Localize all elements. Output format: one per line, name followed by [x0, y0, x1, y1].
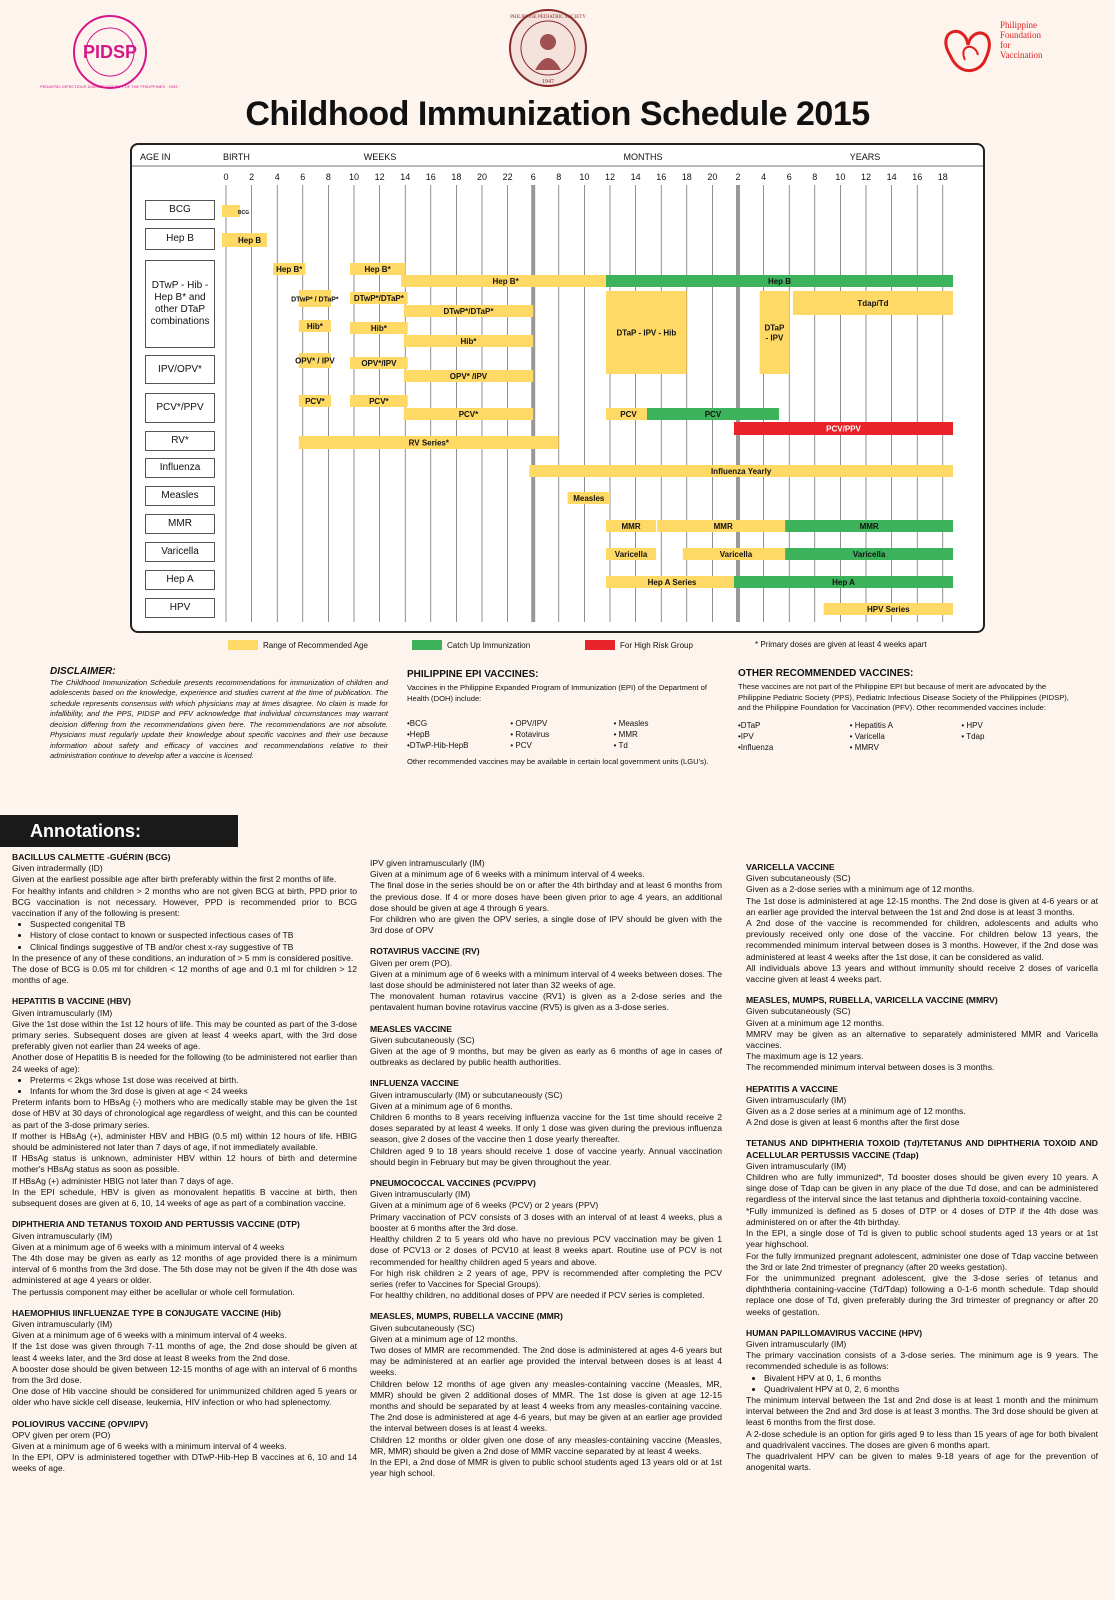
tick-label: 10 [348, 172, 360, 182]
legend-swatch-red [585, 640, 615, 650]
epi-col2: • OPV/IPV • Rotavirus • PCV [510, 719, 550, 750]
schedule-bar [760, 291, 790, 374]
hpv-heading: HUMAN PAPILLOMAVIRUS VACCINE (HPV) [746, 1327, 923, 1338]
tick-label: 14 [400, 172, 411, 182]
tick-label: 2 [735, 172, 741, 182]
bar-label: Hep B* [492, 277, 519, 286]
epi-intro: Vaccines in the Philippine Expanded Program of Immunization (EPI) of the Department of Health (DOH) include: [407, 683, 707, 703]
tick-label: 12 [604, 172, 616, 182]
epi-vaccines [407, 669, 717, 768]
epi-col3: • Measles • MMR • Td [613, 719, 649, 750]
bar-label: BCG [238, 210, 250, 216]
legend-swatch-yellow [228, 640, 258, 650]
pfv-line4: Vaccination [1000, 50, 1043, 60]
tick-label: 10 [835, 172, 846, 182]
tick-label: 6 [300, 172, 306, 182]
annotations-col1: BACILLUS CALMETTE -GUÉRIN (BCG) Given intradermally (ID) Given at the earliest possible age after birth preferably within the first 2 months of life. For healthy infants and children > 2 months who are not given BCG at birth, PPD prior to BCG vaccination is not necessary. However, PPD is recommended prior to BCG vaccination if any of the following is present: • Suspected congenital TB • History of close contact to known or suspected infectious cases of TB • Clinical findings suggestive of TB and/or chest x-ray suggestive of TB In the presence of any of these conditions, an induration of > 5 mm is considered positive. The dose of BCG is 0.05 ml for children < 12 months of age and 0.1 ml for children > 12 months of age. HEPATITIS B VACCINE (HBV) Given intramuscularly (IM) Give the 1st dose within the 1st 12 hours of life. This may be counted as part of the 3-dose primary series. Subsequent doses are given at least 4 weeks apart, with the 3rd dose preferably given not earlier than 24 weeks of age. Another dose of Hepatitis B is needed for the following (to be administered not earlier than 24 weeks of age): • Preterms < 2kgs whose 1st dose was received at birth. • Infants for whom the 3rd dose is given at age < 24 weeks Preterm infants born to HBsAg (-) mothers who are medically stable may be given the 1st dose of HBV at 30 days of chronological age regardless of weight, and this can be counted as part of the 3-dose primary series. If mother is HBsAg (+), administer HBV and HBIG (0.5 ml) within 12 hours of life. HBIG should be administered not later than 7 days of age, if not immediately available. If HBsAg status is unknown, administer HBV within 12 hours of birth and determine mother's HBsAg status as soon as possible. If HBsAg (+) administer HBIG not later than 7 days of age. In the EPI schedule, HBV is given as monovalent hepatitis B vaccine at birth, then subsequent doses are given at 6, 10, 14 weeks of age as part of a combination vaccine. DIPHTHERIA AND TETANUS TOXOID AND PERTUSSIS VACCINE (DTP) Given intramuscularly (IM) Given at a minimum age of 6 weeks with a minimum interval of 4 weeks The 4th dose may be given as early as 12 months of age provided there is a minimum interval of 6 months from the 3rd dose. The 5th dose may not be given if the 4th dose was administered at age 4 years or older. The pertussis component may either be acellular or whole cell formulation. HAEMOPHIUS IINFLUENZAE TYPE B CONJUGATE VACCINE (Hib) Given intramuscularly (IM) Given at a minimum age of 6 weeks with a minimum interval of 4 weeks. If the 1st dose was given through 7-11 months of age, the 2nd dose should be given at least 4 weeks later, and the 3rd dose at least 8 weeks from the 2nd dose. A booster dose should be given between 12-15 months of age with an interval of 6 months from the 3rd dose. One dose of Hib vaccine should be considered for unimmunized children aged 5 years or older who have sickle cell disease, leukemia, HIV infection or who had splenectomy. POLIOVIRUS VACCINE (OPV/IPV) OPV given per orem (PO) Given at a minimum age of 6 weeks with a minimum interval of 4 weeks. In the EPI, OPV is administered together with DTwP-Hib-Hep B vaccines at 6, 10 and 14 weeks of age. [12, 852, 357, 1475]
bar-label: OPV* /IPV [449, 372, 488, 381]
tick-label: 14 [886, 172, 897, 182]
bar-label: Measles [573, 494, 605, 503]
epi-heading: PHILIPPINE EPI VACCINES: [407, 669, 539, 680]
bar-label: OPV* / IPV [295, 356, 335, 366]
bar-label: DTaP [764, 323, 785, 333]
bar-label: Hep B [767, 277, 792, 286]
bar-label: Tdap/Td [857, 299, 889, 308]
bar-label: PCV* [305, 397, 325, 406]
measles-heading: MEASLES VACCINE [370, 1023, 452, 1034]
bar-label: Hep B* [276, 265, 303, 274]
legend-note-text: * Primary doses are given at least 4 weeks apart [755, 640, 927, 649]
bar-label: OPV*/IPV [361, 359, 397, 368]
polio-heading: POLIOVIRUS VACCINE (OPV/IPV) [12, 1418, 148, 1429]
header-age-in: AGE IN [140, 152, 171, 162]
header-years: YEARS [849, 152, 881, 162]
bar-label: Hep A [832, 578, 855, 587]
bcg-heading: BACILLUS CALMETTE -GUÉRIN (BCG) [12, 852, 171, 862]
tick-label: 12 [374, 172, 385, 182]
legend-swatch-green [412, 640, 442, 650]
vaccine-label-dtwp: DTwP - Hib - Hep B* and other DTaP combinations [145, 260, 215, 348]
other-col2: • Hepatitis A • Varicella • MMRV [849, 720, 893, 752]
bar-label: PCV [704, 410, 722, 419]
tick-label: 8 [556, 172, 562, 182]
bar-label: PCV* [458, 410, 479, 419]
tick-label: 16 [656, 172, 667, 182]
bar-label: DTwP*/DTaP* [353, 294, 404, 303]
bar-label: PCV* [369, 397, 389, 406]
disclaimer-text: The Childhood Immunization Schedule presents recommendations for immunization of children and adolescents based on the knowledge, experience and studies current at the time of publication. The schedule represents consensus with which physicians may at times disagree. No claim is made for infallibility, and the PPS, PIDSP and PFV acknowledge that individual circumstances may warrant decision differing from the recommendations given here. The recommendations are not absolute. Physicians must regularly update their knowledge about specific vaccines and their use because information about safety and efficacy of vaccines and recommendations relative to their administration continue to develop after a vaccine is licensed. [50, 677, 388, 760]
bar-label: HPV Series [866, 605, 910, 614]
bar-label: Varicella [614, 550, 648, 559]
bar-label: Varicella [852, 550, 886, 559]
pidsp-text: PIDSP [82, 42, 138, 62]
pfv-line3: for [1000, 40, 1011, 50]
vaccine-label-varicella: Varicella [145, 542, 215, 562]
influenza-heading: INFLUENZA VACCINE [370, 1078, 459, 1089]
legend-note [755, 640, 927, 649]
pidsp-ring-text: PEDIATRIC INFECTIOUS DISEASE SOCIETY OF THE PHILIPPINES · 1993 · [40, 84, 180, 89]
bar-label: MMR [859, 522, 879, 531]
other-col1: •DTaP •IPV •Influenza [738, 720, 774, 752]
tick-label: 8 [812, 172, 818, 182]
tick-label: 14 [630, 172, 641, 182]
disclaimer-heading: DISCLAIMER: [50, 666, 116, 677]
bar-label: Influenza Yearly [710, 467, 772, 476]
bar-label: Hib* [370, 324, 387, 333]
tick-label: 18 [451, 172, 462, 182]
tick-label: 12 [860, 172, 872, 182]
epi-footer: Other recommended vaccines may be available in certain local government units (LGU's). [407, 757, 709, 766]
header-months: MONTHS [623, 152, 663, 162]
mmrv-heading: MEASLES, MUMPS, RUBELLA, VARICELLA VACCINE (MMRV) [746, 995, 998, 1006]
hib-heading: HAEMOPHIUS IINFLUENZAE TYPE B CONJUGATE VACCINE (Hib) [12, 1307, 281, 1318]
bar-label: Varicella [719, 550, 753, 559]
pps-ring-text: PHILIPPINE PEDIATRIC SOCIETY [510, 15, 586, 20]
mmr-heading: MEASLES, MUMPS, RUBELLA VACCINE (MMR) [370, 1311, 563, 1322]
annotations-col2: IPV given intramuscularly (IM) Given at a minimum age of 6 weeks with a minimum interval of 4 weeks. The final dose in the series should be on or after the 4th birthday and at least 6 months from the previous dose. If 4 or more doses have been given prior to age 4 years, an additional dose should be given at age 4 through 6 years. For children who are given the OPV series, a single dose of IPV should be given with the 3rd dose of OPV ROTAVIRUS VACCINE (RV) Given per orem (PO). Given at a minimum age of 6 weeks with a minimum interval of 4 weeks between doses. The last dose should be administered not later than 32 weeks of age. The monovalent human rotavirus vaccine (RV1) is given as a 2-dose series and the pentavalent human bovine rotavirus vaccine (RV5) is given as a 3-dose series. MEASLES VACCINE Given subcutaneously (SC) Given at the age of 9 months, but may be given as early as 6 months of age in cases of outbreaks as declared by public health authorities. INFLUENZA VACCINE Given intramuscularly (IM) or subcutaneously (SC) Given at a minimum age of 6 months. Children 6 months to 8 years receiving influenza vaccine for the 1st time should receive 2 doses separated by at least 4 weeks. If only 1 dose was given during the previous influenza season, give 2 doses of the vaccine then 1 dose yearly thereafter. Children aged 9 to 18 years should receive 1 dose of vaccine yearly. Annual vaccination should begin in February but may be given throughout the year. PNEUMOCOCCAL VACCINES (PCV/PPV) Given intramuscularly (IM) Given at a minimum age of 6 weeks (PCV) or 2 years (PPV) Primary vaccination of PCV consists of 3 doses with an interval of at least 4 weeks, plus a booster at 6 months after the 3rd dose. Healthy children 2 to 5 years old who have no previous PCV vaccination may be given 1 dose of PCV13 or 2 doses of PCV10 at least 8 weeks apart. Routine use of PCV is not recommended for healthy children aged 5 years and above. For high risk children ≥ 2 years of age, PPV is recommended after completing the PCV series (refer to Vaccines for Special Groups). For healthy children, no additional doses of PPV are needed if PCV series is completed. MEASLES, MUMPS, RUBELLA VACCINE (MMR) Given subcutaneously (SC) Given at a minimum age of 12 months. Two doses of MMR are recommended. The 2nd dose is administered at ages 4-6 years but may be administered at an earlier age provided the interval between doses is at least 4 weeks. Children below 12 months of age given any measles-containing vaccine (Measles, MR, MMR) should be given 2 additional doses of MMR. The 1st dose is given at age 12-15 months and should be separated by at least 4 weeks from any measles-containing vaccine. The 2nd dose is administered at age 4-6 years, but may be given at an earlier age provided the interval between doses is at least 4 weeks. Children 12 months or older given one dose of any measles-containing vaccine (Measles, MR, MMR) should be given a 2nd dose of MMR vaccine separated by at least 4 weeks. In the EPI, a 2nd dose of MMR is given to public school students aged 13 years old or at 1st year high school. [370, 858, 722, 1479]
bar-label: Hib* [460, 337, 477, 346]
tick-label: 20 [476, 172, 488, 182]
vaccine-label-hepb: Hep B [145, 228, 215, 250]
tick-label: 8 [325, 172, 331, 182]
disclaimer [50, 667, 388, 762]
bar-label: MMR [621, 522, 641, 531]
other-col3: • HPV • Tdap [961, 720, 985, 741]
tick-label: 4 [761, 172, 767, 182]
rv-heading: ROTAVIRUS VACCINE (RV) [370, 946, 480, 957]
tick-label: 20 [707, 172, 718, 182]
legend-recommended [228, 640, 368, 650]
bar-label: MMR [713, 522, 733, 531]
bar-label: DTwP*/DTaP* [443, 307, 494, 316]
vaccine-label-influenza: Influenza [145, 458, 215, 478]
vaccine-label-mmr: MMR [145, 514, 215, 534]
legend-highrisk [585, 640, 693, 650]
other-heading: OTHER RECOMMENDED VACCINES: [738, 668, 914, 679]
bar-label: RV Series* [408, 438, 449, 448]
tick-label: 16 [425, 172, 436, 182]
tick-label: 18 [937, 172, 948, 182]
pps-year: 1947 [542, 79, 554, 85]
bar-label: PCV/PPV [826, 424, 861, 434]
epi-col1: •BCG •HepB •DTwP-Hib-HepB [407, 719, 469, 750]
tick-label: 16 [912, 172, 923, 182]
annotations-header: Annotations: [0, 815, 238, 847]
annotations-col3: VARICELLA VACCINE Given subcutaneously (SC) Given as a 2-dose series with a minimum age of 12 months. The 1st dose is administered at age 12-15 months. The 2nd dose is given at 4-6 years or at an earlier age provided the interval between the 1st and 2nd dose is at least 3 months. A 2nd dose of the vaccine is recommended for children, adolescents and adults who previously received only one dose of the vaccine. For children below 13 years, the recommended minimum interval between doses is 3 months. However, if the 2nd dose was administered at least 4 weeks after the 1st dose, it can be considered as valid. All individuals above 13 years and without immunity should receive 2 doses of varicella vaccine given at least 4 weeks part. MEASLES, MUMPS, RUBELLA, VARICELLA VACCINE (MMRV) Given subcutaneously (SC) Given at a minimum age 12 months. MMRV may be given as an alternative to separately administered MMR and Varicella vaccines. The maximum age is 12 years. The recommended minimum interval between doses is 3 months. HEPATITIS A VACCINE Given intramuscularly (IM) Given as a 2 dose series at a minimum age of 12 months. A 2nd dose is given at least 6 months after the first dose TETANUS AND DIPHTHERIA TOXOID (Td)/TETANUS AND DIPHTHERIA TOXOID AND ACELLULAR PERTUSSIS VACCINE (Tdap) Given intramuscularly (IM) Children who are fully immunized*, Td booster doses should be given every 10 years. A singe dose of Tdap can be given in any place of the due Td dose, and can be administered regardless of the interval since the last tetanus and diphtheria toxoid-containing vaccine. *Fully immunized is defined as 5 doses of DTP or 4 doses of DTP if the 4th dose was administered on or after the 4th birthday. In the EPI, a single dose of Td is given to public school students aged 13 years or at 1st year highschool. For the fully immunized pregnant adolescent, administer one dose of Tdap vaccine between the 3rd or late 2nd trimester of pregnancy (after 20 weeks gestation). For the unimmunized pregnant adolescent, give the 3-dose series of tetanus and diphththeria containing-vaccine (Td/Tdap) following a 0-1-6 month schedule. Tdap should replace one dose of Td, given preferably during the 3rd trimester of pregnancy or after 20 weeks of gestation. HUMAN PAPILLOMAVIRUS VACCINE (HPV) Given intramuscularly (IM) The primary vaccination consists of a 3-dose series. The minimum age is 9 years. The recommended schedule is as follows: • Bivalent HPV at 0, 1, 6 months • Quadrivalent HPV at 0, 2, 6 months The minimum interval between the 1st and 2nd dose is at least 1 month and the minimum interval between the 2nd and 3rd dose is at least 3 months. The 3rd dose should be given at least 6 months from the first dose. A 2-dose schedule is an option for girls aged 9 to less than 15 years of age for both bivalent and quadrivalent vaccines. The doses are given 6 months apart. The quadrivalent HPV can be given to males 9-18 years of age for the prevention of anogenital warts. [746, 858, 1098, 1473]
pfv-line2: Foundation [1000, 30, 1042, 40]
dtp-heading: DIPHTHERIA AND TETANUS TOXOID AND PERTUSSIS VACCINE (DTP) [12, 1219, 300, 1230]
hbv-heading: HEPATITIS B VACCINE (HBV) [12, 996, 131, 1007]
varicella-heading: VARICELLA VACCINE [746, 862, 835, 872]
vaccine-label-pcv: PCV*/PPV [145, 393, 215, 423]
tick-label: 22 [502, 172, 513, 182]
legend-catchup [412, 640, 530, 650]
vaccine-label-ipv: IPV/OPV* [145, 355, 215, 384]
vaccine-label-measles: Measles [145, 486, 215, 506]
hepa-heading: HEPATITIS A VACCINE [746, 1083, 838, 1094]
other-vaccines [738, 668, 1073, 753]
bar-label: Hib* [306, 322, 323, 331]
bar-label: Hep A Series [647, 578, 697, 587]
bar-label: Hep B [238, 236, 262, 245]
other-intro: These vaccines are not part of the Philippine EPI but because of merit are advocated by the Philippine Pediatric Society (PPS), Pediatric Infectious Disease Society of the Philippines (PIDSP), and the Philippine Foundation for Vaccination (PFV). Other recommended vaccines include: [738, 682, 1069, 712]
header-weeks: WEEKS [363, 152, 397, 162]
legend-catchup-label: Catch Up Immunization [447, 640, 531, 650]
bar-label: PCV [620, 410, 637, 419]
legend-highrisk-label: For High Risk Group [620, 640, 693, 650]
vaccine-label-hepa: Hep A [145, 570, 215, 590]
bar-label: DTwP* / DTaP* [291, 296, 339, 304]
legend-recommended-label: Range of Recommended Age [263, 640, 368, 650]
vaccine-label-bcg: BCG [145, 200, 215, 220]
tick-label: 6 [786, 172, 792, 182]
pfv-line1: Philippine [1000, 20, 1038, 30]
pcv-heading: PNEUMOCOCCAL VACCINES (PCV/PPV) [370, 1178, 536, 1189]
bar-label: DTaP - IPV - Hib [616, 328, 677, 338]
tick-label: 10 [579, 172, 590, 182]
vaccine-label-rv: RV* [145, 431, 215, 451]
page-title: Childhood Immunization Schedule 2015 [245, 95, 870, 133]
tick-label: 18 [681, 172, 692, 182]
bar-label: - IPV [765, 333, 784, 343]
tick-label: 6 [530, 172, 536, 182]
vaccine-label-hpv: HPV [145, 598, 215, 618]
header-birth: BIRTH [223, 152, 250, 162]
bar-label: Hep B* [364, 265, 391, 274]
tick-label: 2 [249, 172, 255, 182]
tick-label: 0 [223, 172, 229, 182]
td-heading: TETANUS AND DIPHTHERIA TOXOID (Td)/TETANUS AND DIPHTHERIA TOXOID AND ACELLULAR PERTUSSIS VACCINE (Tdap) [746, 1138, 1098, 1160]
tick-label: 4 [274, 172, 280, 182]
